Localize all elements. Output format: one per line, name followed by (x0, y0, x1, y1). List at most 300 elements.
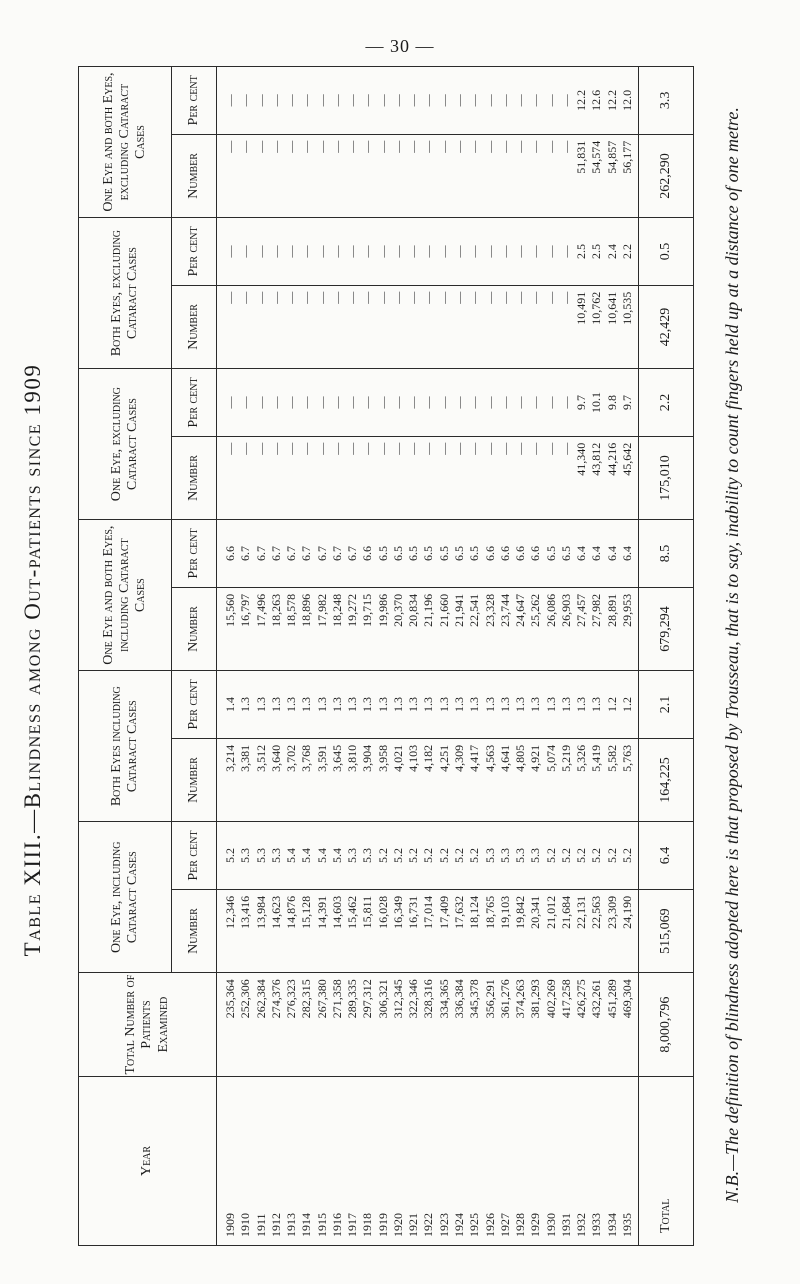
table-cell: 23,328 (482, 593, 497, 627)
table-cell: 1.3 (314, 697, 329, 713)
table-cell: — (314, 245, 329, 258)
header-one-or-both-excl: One Eye and both Eyes, excluding Cataract Cases (79, 67, 172, 218)
year-cell: 1916 (329, 1213, 344, 1237)
table-cell: — (513, 442, 528, 455)
table-title: Table XIII.—Blindness among Out-patients since 1909 (20, 363, 45, 957)
year-cell: 1924 (451, 1213, 466, 1237)
table-cell: 18,124 (467, 895, 482, 929)
table-cell: — (268, 140, 283, 153)
subheader-per-cent: Per cent (172, 671, 217, 739)
table-cell: 15,560 (223, 593, 237, 627)
table-cell: 9.8 (604, 394, 619, 410)
table-cell: 27,457 (574, 593, 589, 627)
table-cell: — (345, 140, 360, 153)
table-cell: 306,321 (375, 979, 390, 1019)
table-cell: 23,309 (604, 895, 619, 929)
table-cell: — (406, 94, 421, 107)
table-cell: 1.3 (299, 697, 314, 713)
one-or-both-excl-percent-column (217, 67, 637, 134)
table-cell: 6.5 (558, 546, 573, 561)
year-cell: 1911 (253, 1213, 268, 1237)
table-cell: — (314, 396, 329, 409)
table-cell: — (390, 245, 405, 258)
table-cell: 21,660 (436, 593, 451, 627)
table-cell: — (360, 442, 375, 455)
table-cell: 16,028 (375, 895, 390, 929)
table-cell: — (451, 396, 466, 409)
table-cell: 361,276 (497, 979, 512, 1019)
table-cell: 426,275 (574, 979, 589, 1019)
table-cell: — (253, 442, 268, 455)
total-both-eyes-incl-percent: 2.1 (639, 671, 694, 739)
table-cell: — (421, 140, 436, 153)
table-cell: 5.2 (619, 848, 634, 864)
table-cell: — (375, 396, 390, 409)
one-or-both-incl-percent-column (217, 520, 637, 587)
table-cell: — (513, 94, 528, 107)
table-cell: 18,896 (299, 593, 314, 627)
table-cell: 12.6 (589, 89, 604, 111)
table-cell: 22,541 (467, 593, 482, 627)
table-cell: — (543, 245, 558, 258)
table-cell: 6.5 (390, 546, 405, 561)
table-cell: 5.2 (574, 848, 589, 864)
table-cell: 24,647 (513, 593, 528, 627)
table-cell: — (513, 140, 528, 153)
table-cell: — (513, 291, 528, 304)
table-cell: — (543, 94, 558, 107)
table-cell: 1.3 (268, 697, 283, 713)
table-cell: — (421, 94, 436, 107)
table-cell: 1.3 (589, 697, 604, 713)
table-cell: 5.3 (528, 848, 543, 864)
table-cell: 10,641 (604, 291, 619, 325)
table-cell: 3,214 (223, 744, 237, 772)
table-cell: 5.3 (360, 848, 375, 864)
table-cell: — (390, 396, 405, 409)
table-cell: 6.6 (482, 546, 497, 561)
table-cell: 6.7 (314, 546, 329, 561)
table-cell: 6.6 (360, 546, 375, 561)
table-cell: — (528, 245, 543, 258)
table-cell: 5,763 (619, 744, 634, 772)
table-cell: 1.3 (467, 697, 482, 713)
table-cell: 26,086 (543, 593, 558, 627)
table-cell: — (497, 291, 512, 304)
table-cell: — (253, 94, 268, 107)
table-cell: — (299, 442, 314, 455)
table-cell: 3,768 (299, 744, 314, 772)
table-cell: 6.5 (467, 546, 482, 561)
table-cell: — (360, 396, 375, 409)
year-cell: 1921 (406, 1213, 421, 1237)
header-one-or-both-incl: One Eye and both Eyes, including Cataract Cases (79, 520, 172, 671)
year-cell: 1913 (284, 1213, 299, 1237)
table-cell: 54,857 (604, 140, 619, 174)
table-cell: 3,591 (314, 744, 329, 772)
table-cell: 24,190 (619, 895, 634, 929)
table-cell: — (558, 140, 573, 153)
table-cell: 4,805 (513, 744, 528, 772)
year-cell: 1927 (497, 1213, 512, 1237)
table-cell: 56,177 (619, 140, 634, 174)
table-cell: 274,376 (268, 979, 283, 1019)
table-cell: 1.3 (543, 697, 558, 713)
table-cell: — (467, 291, 482, 304)
table-cell: 4,641 (497, 744, 512, 772)
year-cell: 1923 (436, 1213, 451, 1237)
table-cell: 5.2 (604, 848, 619, 864)
table-cell: — (558, 245, 573, 258)
table-cell: — (284, 245, 299, 258)
table-cell: — (253, 291, 268, 304)
page-number: — 30 — (365, 36, 435, 56)
table-cell: — (421, 291, 436, 304)
subheader-per-cent: Per cent (172, 67, 217, 135)
table-cell: 5.3 (268, 848, 283, 864)
table-cell: — (558, 442, 573, 455)
table-cell: 1.3 (482, 697, 497, 713)
table-cell: 5.2 (451, 848, 466, 864)
total-label: Total (639, 1076, 694, 1245)
table-cell: — (329, 442, 344, 455)
table-cell: 297,312 (360, 979, 375, 1019)
table-cell: — (451, 94, 466, 107)
table-cell: 432,261 (589, 979, 604, 1019)
table-cell: 14,876 (284, 895, 299, 929)
table-cell: — (467, 396, 482, 409)
table-cell: — (253, 140, 268, 153)
table-cell: 5.2 (436, 848, 451, 864)
table-cell: 1.3 (360, 697, 375, 713)
table-cell: — (467, 140, 482, 153)
table-cell: 6.6 (497, 546, 512, 561)
total-one-eye-incl-number: 515,069 (639, 889, 694, 972)
table-cell: — (421, 442, 436, 455)
table-cell: — (513, 245, 528, 258)
table-cell: 5.3 (497, 848, 512, 864)
total-one-eye-incl-percent: 6.4 (639, 822, 694, 890)
table-cell: 20,370 (390, 593, 405, 627)
table-cell: 1.3 (436, 697, 451, 713)
header-total-examined: Total Number of Patients Examined (79, 973, 217, 1077)
table-cell: — (406, 140, 421, 153)
table-cell: 6.5 (406, 546, 421, 561)
table-cell: — (482, 94, 497, 107)
both-eyes-incl-percent-column (217, 671, 637, 738)
table-cell: 19,842 (513, 895, 528, 929)
table-cell: — (329, 291, 344, 304)
table-cell: 345,378 (467, 979, 482, 1019)
total-both-eyes-excl-number: 42,429 (639, 285, 694, 368)
table-cell: — (299, 396, 314, 409)
table-cell: 17,982 (314, 593, 329, 627)
table-cell: — (390, 442, 405, 455)
table-cell: — (558, 94, 573, 107)
table-cell: 51,831 (574, 140, 589, 174)
table-cell: — (451, 140, 466, 153)
table-cell: 1.3 (421, 697, 436, 713)
table-cell: — (436, 140, 451, 153)
table-cell: — (451, 442, 466, 455)
table-cell: 6.5 (421, 546, 436, 561)
table-cell: 1.3 (345, 697, 360, 713)
table-cell: 282,315 (299, 979, 314, 1019)
table-cell: — (299, 291, 314, 304)
year-cell: 1928 (513, 1213, 528, 1237)
table-cell: 22,563 (589, 895, 604, 929)
table-cell: — (299, 94, 314, 107)
table-cell: 3,381 (238, 744, 253, 772)
table-cell: 23,744 (497, 593, 512, 627)
year-cell: 1931 (558, 1213, 573, 1237)
table-cell: — (436, 291, 451, 304)
table-cell: 17,014 (421, 895, 436, 929)
table-cell: 5.3 (238, 848, 253, 864)
table-cell: 4,309 (451, 744, 466, 772)
table-cell: 9.7 (574, 394, 589, 410)
table-cell: — (497, 442, 512, 455)
table-cell: 1.3 (574, 697, 589, 713)
table-cell: 18,578 (284, 593, 299, 627)
table-cell: 5.4 (299, 848, 314, 864)
table-cell: 17,632 (451, 895, 466, 929)
one-eye-excl-percent-column (217, 369, 637, 436)
table-cell: 45,642 (619, 442, 634, 476)
table-cell: 5.2 (589, 848, 604, 864)
total-one-or-both-incl-number: 679,294 (639, 587, 694, 670)
year-cell: 1914 (299, 1213, 314, 1237)
one-eye-incl-percent-column (217, 822, 637, 889)
table-cell: 21,684 (558, 895, 573, 929)
table-cell: 2.5 (574, 243, 589, 259)
year-cell: 1917 (345, 1213, 360, 1237)
table-cell: — (314, 140, 329, 153)
one-or-both-incl-number-column (217, 588, 637, 670)
both-eyes-incl-number-column (217, 739, 637, 821)
table-cell: 5,582 (604, 744, 619, 772)
table-cell: 5.2 (543, 848, 558, 864)
subheader-number: Number (172, 436, 217, 519)
year-cell: 1918 (360, 1213, 375, 1237)
table-cell: 20,341 (528, 895, 543, 929)
table-cell: — (253, 245, 268, 258)
table-cell: 18,263 (268, 593, 283, 627)
table-cell: 21,012 (543, 895, 558, 929)
table-cell: 6.7 (238, 546, 253, 561)
header-both-eyes-incl: Both Eyes including Cataract Cases (79, 671, 172, 822)
header-one-eye-excl: One Eye, excluding Cataract Cases (79, 369, 172, 520)
table-cell: 5.3 (345, 848, 360, 864)
table-cell: — (223, 94, 237, 107)
table-cell: 417,258 (558, 979, 573, 1019)
rotated-page (0, 50, 760, 1270)
table-cell: — (223, 245, 237, 258)
table-cell: — (497, 396, 512, 409)
table-cell: 1.3 (513, 697, 528, 713)
table-cell: 336,384 (451, 979, 466, 1019)
table-cell: — (436, 442, 451, 455)
table-cell: 5.2 (223, 848, 237, 864)
table-cell: — (467, 245, 482, 258)
table-cell: — (299, 245, 314, 258)
table-cell: — (329, 245, 344, 258)
table-cell: 10,491 (574, 291, 589, 325)
table-cell: — (497, 245, 512, 258)
table-cell: 1.4 (223, 697, 237, 713)
table-cell: 22,131 (574, 895, 589, 929)
subheader-number: Number (172, 738, 217, 821)
table-cell: 12.0 (619, 89, 634, 111)
table-cell: 5.3 (253, 848, 268, 864)
table-cell: 44,216 (604, 442, 619, 476)
year-cell: 1930 (543, 1213, 558, 1237)
table-cell: 6.6 (513, 546, 528, 561)
table-cell: 17,496 (253, 593, 268, 627)
total-examined-column (217, 973, 637, 1076)
table-cell: 19,272 (345, 593, 360, 627)
table-cell: 5.2 (421, 848, 436, 864)
table-cell: 1.3 (284, 697, 299, 713)
table-cell: — (345, 291, 360, 304)
table-cell: — (238, 442, 253, 455)
table-cell: 6.5 (375, 546, 390, 561)
table-cell: — (451, 291, 466, 304)
table-cell: — (284, 140, 299, 153)
table-cell: 12,346 (223, 895, 237, 929)
table-cell: — (238, 396, 253, 409)
table-cell: 276,323 (284, 979, 299, 1019)
table-cell: 4,417 (467, 744, 482, 772)
subheader-per-cent: Per cent (172, 822, 217, 890)
both-eyes-excl-number-column (217, 286, 637, 368)
table-cell: 14,623 (268, 895, 283, 929)
table-cell: 334,365 (436, 979, 451, 1019)
table-cell: 5.4 (284, 848, 299, 864)
table-cell: — (284, 396, 299, 409)
table-cell: — (284, 94, 299, 107)
table-cell: — (543, 442, 558, 455)
table-cell: 17,409 (436, 895, 451, 929)
year-cell: 1926 (482, 1213, 497, 1237)
table-cell: — (284, 442, 299, 455)
table-cell: — (345, 94, 360, 107)
year-cell: 1935 (619, 1213, 634, 1237)
footnote: N.B.—The definition of blindness adopted here is that proposed by Trousseau, that is to say, inability to count fingers held up at a distance of one metre. (722, 107, 742, 1203)
table-cell: 1.3 (451, 697, 466, 713)
table-cell: 4,251 (436, 744, 451, 772)
year-cell: 1925 (467, 1213, 482, 1237)
table-cell: 16,797 (238, 593, 253, 627)
table-cell: 4,563 (482, 744, 497, 772)
table-cell: — (375, 140, 390, 153)
table-cell: — (467, 94, 482, 107)
table-cell: 41,340 (574, 442, 589, 476)
total-one-or-both-excl-percent: 3.3 (639, 67, 694, 135)
table-cell: 1.3 (390, 697, 405, 713)
table-cell: 6.6 (223, 546, 237, 561)
table-cell: 10,762 (589, 291, 604, 325)
total-examined-sum: 8,000,796 (639, 973, 694, 1077)
table-cell: 252,306 (238, 979, 253, 1019)
table-cell: 25,262 (528, 593, 543, 627)
table-cell: 312,345 (390, 979, 405, 1019)
subheader-per-cent: Per cent (172, 218, 217, 286)
total-one-or-both-excl-number: 262,290 (639, 134, 694, 217)
table-cell: 20,834 (406, 593, 421, 627)
table-cell: 4,021 (390, 744, 405, 772)
total-both-eyes-excl-percent: 0.5 (639, 218, 694, 286)
year-cell: 1934 (604, 1213, 619, 1237)
table-cell: — (467, 442, 482, 455)
table-cell: 328,316 (421, 979, 436, 1019)
table-cell: 1.3 (406, 697, 421, 713)
table-cell: — (482, 140, 497, 153)
table-cell: — (482, 442, 497, 455)
table-cell: 1.3 (238, 697, 253, 713)
table-cell: — (406, 245, 421, 258)
table-cell: 5,219 (558, 744, 573, 772)
table-cell: — (543, 140, 558, 153)
total-one-or-both-incl-percent: 8.5 (639, 520, 694, 588)
table-cell: 13,416 (238, 895, 253, 929)
table-cell: — (238, 245, 253, 258)
table-cell: 322,346 (406, 979, 421, 1019)
table-cell: 3,645 (329, 744, 344, 772)
table-cell: 451,289 (604, 979, 619, 1019)
table-cell: 4,182 (421, 744, 436, 772)
table-cell: — (360, 140, 375, 153)
total-one-eye-excl-percent: 2.2 (639, 369, 694, 437)
table-cell: — (268, 442, 283, 455)
table-cell: — (345, 442, 360, 455)
table-cell: — (451, 245, 466, 258)
table-cell: 21,196 (421, 593, 436, 627)
table-cell: — (528, 94, 543, 107)
subheader-number: Number (172, 587, 217, 670)
table-cell: 6.6 (528, 546, 543, 561)
table-cell: — (543, 291, 558, 304)
table-cell: — (360, 291, 375, 304)
table-cell: — (421, 245, 436, 258)
table-cell: 21,941 (451, 593, 466, 627)
yearly-data-row (217, 67, 639, 1246)
total-row (639, 67, 694, 1246)
table-cell: — (528, 140, 543, 153)
table-cell: — (314, 94, 329, 107)
table-cell: 14,391 (314, 895, 329, 929)
table-cell: — (482, 245, 497, 258)
header-both-eyes-excl: Both Eyes, excluding Cataract Cases (79, 218, 172, 369)
table-cell: 10.1 (589, 391, 604, 413)
table-cell: 43,812 (589, 442, 604, 476)
subheader-per-cent: Per cent (172, 520, 217, 588)
table-cell: 4,921 (528, 744, 543, 772)
total-both-eyes-incl-number: 164,225 (639, 738, 694, 821)
table-cell: — (528, 442, 543, 455)
table-cell: 29,953 (619, 593, 634, 627)
header-year: Year (79, 1076, 217, 1245)
table-cell: 2.5 (589, 243, 604, 259)
table-cell: — (268, 94, 283, 107)
table-cell: — (299, 140, 314, 153)
table-cell: — (406, 291, 421, 304)
table-cell: — (223, 291, 237, 304)
subheader-number: Number (172, 889, 217, 972)
table-cell: — (375, 291, 390, 304)
table-cell: 469,304 (619, 979, 634, 1019)
table-cell: 381,293 (528, 979, 543, 1019)
